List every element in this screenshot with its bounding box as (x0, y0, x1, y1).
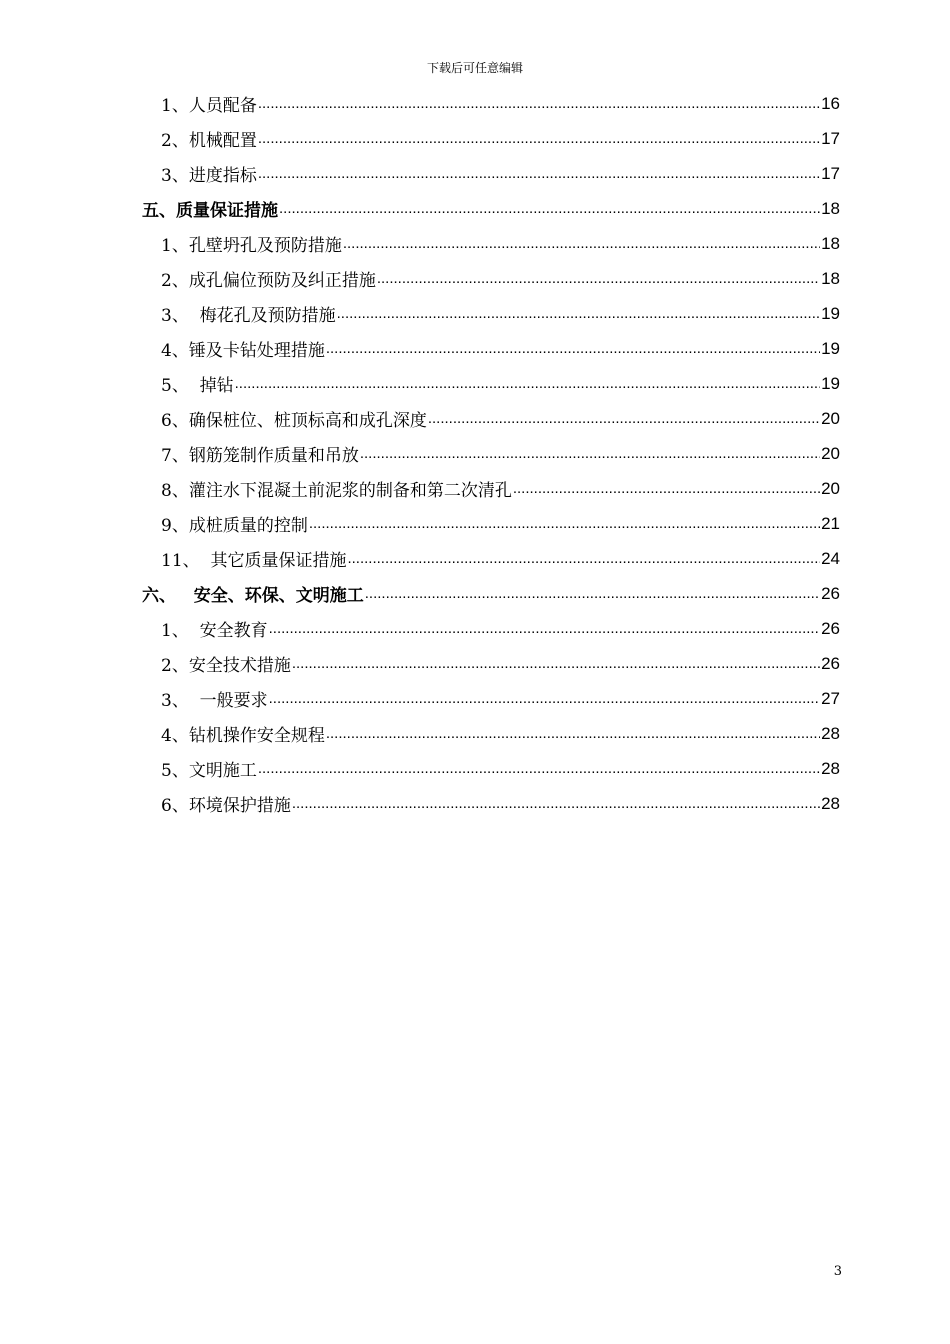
toc-entry-label: 11、 其它质量保证措施 (161, 551, 347, 571)
toc-entry-label: 3、 梅花孔及预防措施 (161, 306, 336, 326)
toc-dot-leader (258, 93, 820, 113)
toc-entry-label: 4、钻机操作安全规程 (161, 726, 325, 746)
toc-entry[interactable] (161, 156, 840, 191)
toc-entry[interactable] (161, 786, 840, 821)
toc-entry[interactable] (161, 611, 840, 646)
toc-entry-label: 5、 掉钻 (161, 376, 234, 396)
toc-entry-page: 24 (821, 548, 840, 568)
toc-entry-page: 18 (821, 233, 840, 253)
toc-entry-page: 18 (821, 268, 840, 288)
toc-entry-page: 28 (821, 793, 840, 813)
toc-entry-label: 3、 一般要求 (161, 691, 268, 711)
toc-dot-leader (235, 373, 820, 393)
toc-entry-label: 1、 安全教育 (161, 621, 268, 641)
toc-entry-label: 六、 安全、环保、文明施工 (142, 586, 364, 606)
toc-entry-page: 20 (821, 408, 840, 428)
toc-dot-leader (269, 688, 820, 708)
toc-entry-label: 6、环境保护措施 (161, 796, 291, 816)
toc-entry-label: 2、成孔偏位预防及纠正措施 (161, 271, 376, 291)
toc-entry[interactable] (161, 366, 840, 401)
toc-entry-page: 18 (821, 198, 840, 218)
toc-entry-label: 4、锤及卡钻处理措施 (161, 341, 325, 361)
toc-dot-leader (292, 653, 820, 673)
toc-dot-leader (258, 758, 820, 778)
toc-entry[interactable] (161, 716, 840, 751)
toc-entry-label: 5、文明施工 (161, 761, 257, 781)
page-header: 下载后可任意编辑 (426, 61, 523, 75)
toc-dot-leader (326, 723, 820, 743)
toc-entry-page: 19 (821, 303, 840, 323)
toc-entry[interactable] (161, 646, 840, 681)
toc-entry[interactable] (161, 436, 840, 471)
toc-entry[interactable] (161, 506, 840, 541)
toc-entry[interactable] (161, 541, 840, 576)
toc-dot-leader (377, 268, 820, 288)
toc-entry[interactable] (161, 226, 840, 261)
toc-entry-page: 16 (821, 93, 840, 113)
toc-dot-leader (343, 233, 820, 253)
toc-entry-label: 3、进度指标 (161, 166, 257, 186)
toc-entry-page: 21 (821, 513, 840, 533)
toc-entry[interactable] (161, 261, 840, 296)
toc-entry-label: 1、孔壁坍孔及预防措施 (161, 236, 342, 256)
toc-entry-label: 6、确保桩位、桩顶标高和成孔深度 (161, 411, 427, 431)
toc-dot-leader (513, 478, 820, 498)
page-number: 3 (833, 1264, 842, 1279)
toc-entry-page: 17 (821, 163, 840, 183)
toc-entry-page: 28 (821, 723, 840, 743)
toc-entry[interactable] (161, 681, 840, 716)
toc-dot-leader (258, 128, 820, 148)
toc-entry-page: 26 (821, 618, 840, 638)
toc-dot-leader (269, 618, 820, 638)
toc-section-heading[interactable] (142, 576, 840, 611)
toc-entry-label: 2、安全技术措施 (161, 656, 291, 676)
toc-section-heading[interactable] (142, 191, 840, 226)
toc-entry-page: 19 (821, 338, 840, 358)
toc-entry-label: 9、成桩质量的控制 (161, 516, 308, 536)
toc-dot-leader (337, 303, 820, 323)
toc-dot-leader (360, 443, 820, 463)
toc-dot-leader (365, 583, 820, 603)
toc-entry-page: 28 (821, 758, 840, 778)
toc-entry-page: 17 (821, 128, 840, 148)
toc-entry-page: 27 (821, 688, 840, 708)
toc-dot-leader (428, 408, 820, 428)
toc-entry-label: 五、质量保证措施 (142, 201, 278, 221)
toc-entry[interactable] (161, 331, 840, 366)
toc-entry[interactable] (161, 471, 840, 506)
toc-entry[interactable] (161, 121, 840, 156)
toc-entry[interactable] (161, 86, 840, 121)
toc-entry-label: 8、灌注水下混凝土前泥浆的制备和第二次清孔 (161, 481, 512, 501)
toc-entry-page: 26 (821, 583, 840, 603)
toc-entry-label: 7、钢筋笼制作质量和吊放 (161, 446, 359, 466)
toc-entry-page: 19 (821, 373, 840, 393)
toc-dot-leader (326, 338, 820, 358)
toc-entry[interactable] (161, 296, 840, 331)
toc-entry-label: 1、人员配备 (161, 96, 257, 116)
toc-entry-page: 26 (821, 653, 840, 673)
toc-dot-leader (279, 198, 820, 218)
toc-entry-label: 2、机械配置 (161, 131, 257, 151)
toc-dot-leader (292, 793, 820, 813)
toc-entry-page: 20 (821, 443, 840, 463)
toc-entry[interactable] (161, 401, 840, 436)
toc-entry[interactable] (161, 751, 840, 786)
toc-dot-leader (309, 513, 820, 533)
toc-dot-leader (347, 548, 820, 568)
toc-dot-leader (258, 163, 820, 183)
toc-entry-page: 20 (821, 478, 840, 498)
